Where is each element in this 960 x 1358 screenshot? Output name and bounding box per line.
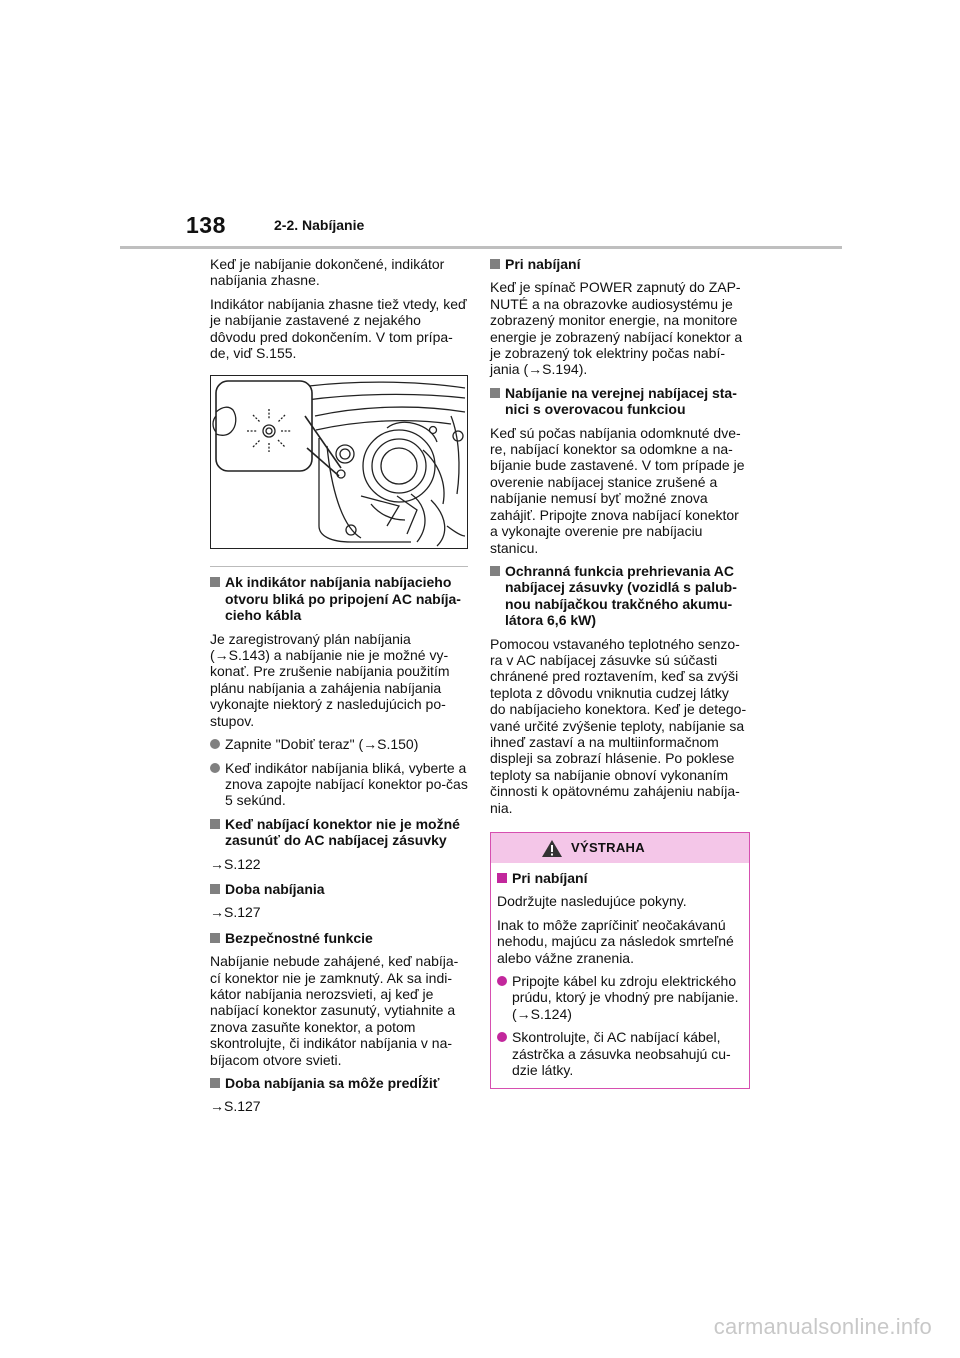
warning-triangle-icon — [541, 839, 563, 858]
warning-title: VÝSTRAHA — [571, 840, 645, 855]
warning-box — [490, 832, 750, 1089]
safety-heading — [210, 930, 468, 946]
list-item — [210, 760, 468, 809]
public-heading — [490, 385, 748, 418]
square-bullet-icon — [490, 259, 500, 269]
bullet-dot-icon — [497, 1032, 507, 1042]
intro-paragraph-2: Indikátor nabíjania zhasne tiež vtedy, keď je nabíjanie zastavené z nejakého dôvodu pred dokončením. V tom prípa-de, viď S.155. — [210, 295, 467, 362]
time-heading — [210, 881, 468, 897]
during-heading — [490, 256, 748, 272]
page-number: 138 — [186, 212, 226, 238]
warning-list-item-text: Skontrolujte, či AC nabíjací kábel, zástrčka a zásuvka neobsahujú cu-dzie látky. — [512, 1029, 731, 1079]
square-bullet-icon — [490, 566, 500, 576]
right-column — [490, 256, 748, 1089]
safety-heading-text: Bezpečnostné funkcie — [225, 929, 373, 946]
public-paragraph: Keď sú počas nabíjania odomknuté dve-re, nabíjací konektor sa odomkne a na-bíjanie bude zastavené. V tom prípade je overenie nabíjacej stanice zrušené a nabíjanie nemusí byť možné znova zahájiť. Pripojte znova nabíjací konektor a vykonajte overenie pre nabíjaciu stanicu. — [490, 424, 745, 556]
page-reference: →S.127 — [210, 904, 261, 921]
square-bullet-icon — [490, 388, 500, 398]
warning-list-item — [497, 973, 744, 1022]
charging-port-illustration — [210, 375, 468, 549]
list-item-text: Keď indikátor nabíjania bliká, vyberte a znova zapojte nabíjací konektor po-čas 5 sekúnd. — [225, 759, 468, 809]
during-paragraph: Keď je spínač POWER zapnutý do ZAP-NUTÉ a na obrazovke audiosystému je zobrazený monitor energie, na monitore energie je zobrazený nabíjací konektor a je zobrazený tok elektriny počas nabí-jania (→S.194). — [490, 279, 743, 378]
safety-paragraph: Nabíjanie nebude zahájené, keď nabíja-cí konektor nie je zamknutý. Ak sa indi-kátor nabíjania nerozsvieti, aj keď je nabíjací konektor zasunutý, vytiahnite a znova zasuňte konektor, a potom skontrolujte, či indikátor nabíjania v na-bíjacom otvore svieti. — [210, 953, 459, 1068]
warning-heading-text: Pri nabíjaní — [512, 870, 588, 886]
figure-divider — [210, 566, 468, 567]
longer-heading — [210, 1075, 468, 1091]
page-reference: →S.127 — [210, 1098, 261, 1115]
list-item — [210, 736, 468, 752]
blink-heading — [210, 574, 468, 623]
page-reference: →S.122 — [210, 855, 261, 872]
during-heading-text: Pri nabíjaní — [505, 256, 581, 272]
longer-heading-text: Doba nabíjania sa môže predĺžiť — [225, 1075, 440, 1091]
left-column — [210, 256, 468, 1124]
warning-header — [491, 833, 749, 863]
watermark-logo: carmanualsonline.info — [713, 1314, 932, 1339]
warning-list-item — [497, 1029, 744, 1078]
warning-line: Dodržujte nasledujúce pokyny. — [497, 893, 687, 910]
page-header — [186, 212, 842, 246]
square-bullet-icon — [210, 1078, 220, 1088]
square-bullet-icon — [497, 873, 507, 883]
connector-heading — [210, 816, 468, 849]
section-title: 2-2. Nabíjanie — [274, 217, 365, 233]
public-heading-text: Nabíjanie na verejnej nabíjacej sta-nici s overovacou funkciou — [505, 384, 737, 418]
blink-paragraph: Je zaregistrovaný plán nabíjania (→S.143) a nabíjanie nie je možné vy-konať. Pre zrušenie nabíjania použitím plánu nabíjania a zahájenia nabíjania vykonajte niektorý z nasledujúcich po-stupov. — [210, 630, 450, 729]
charging-port-drawing — [211, 376, 467, 548]
warning-line-2: Inak to môže zapríčiniť neočakávanú nehodu, majúcu za následok smrteľné alebo vážne zranenia. — [497, 916, 734, 966]
intro-paragraph: Keď je nabíjanie dokončené, indikátor nabíjania zhasne. — [210, 256, 445, 289]
bullet-dot-icon — [210, 739, 220, 749]
square-bullet-icon — [210, 933, 220, 943]
overheat-heading — [490, 563, 748, 629]
warning-list-item-text: Pripojte kábel ku zdroju elektrického prúdu, ktorý je vhodný pre nabíjanie. (→S.124) — [512, 973, 739, 1022]
bullet-dot-icon — [497, 976, 507, 986]
square-bullet-icon — [210, 819, 220, 829]
square-bullet-icon — [210, 884, 220, 894]
blink-heading-text: Ak indikátor nabíjania nabíjacieho otvoru bliká po pripojení AC nabíja-cieho kábla — [225, 574, 461, 624]
time-heading-text: Doba nabíjania — [225, 880, 325, 897]
header-rule — [120, 246, 842, 249]
list-item-text: Zapnite "Dobiť teraz" (→S.150) — [225, 736, 419, 753]
square-bullet-icon — [210, 577, 220, 587]
overheat-heading-text: Ochranná funkcia prehrievania AC nabíjacej zásuvky (vozidlá s palub-nou nabíjačkou trakčného akumu-látora 6,6 kW) — [505, 562, 737, 629]
warning-heading — [497, 870, 744, 886]
bullet-dot-icon — [210, 763, 220, 773]
connector-heading-text: Keď nabíjací konektor nie je možné zasunúť do AC nabíjacej zásuvky — [225, 815, 460, 849]
warning-body — [491, 863, 749, 1088]
overheat-paragraph: Pomocou vstavaného teplotného senzo-ra v AC nabíjacej zásuvke sú súčasti chránené pred roztavením, keď sa zvýši teplota z dôvodu vniknutia cudzej látky do nabíjacieho konektora. Keď je detego-vané určité zvýšenie teploty, nabíjanie sa ihneď zastaví a na multiinformačnom displeji sa zobrazí hlásenie. Po poklese teploty sa nabíjanie obnoví vykonaním činnosti k opätovnému zahájeniu nabíja-nia. — [490, 635, 747, 816]
